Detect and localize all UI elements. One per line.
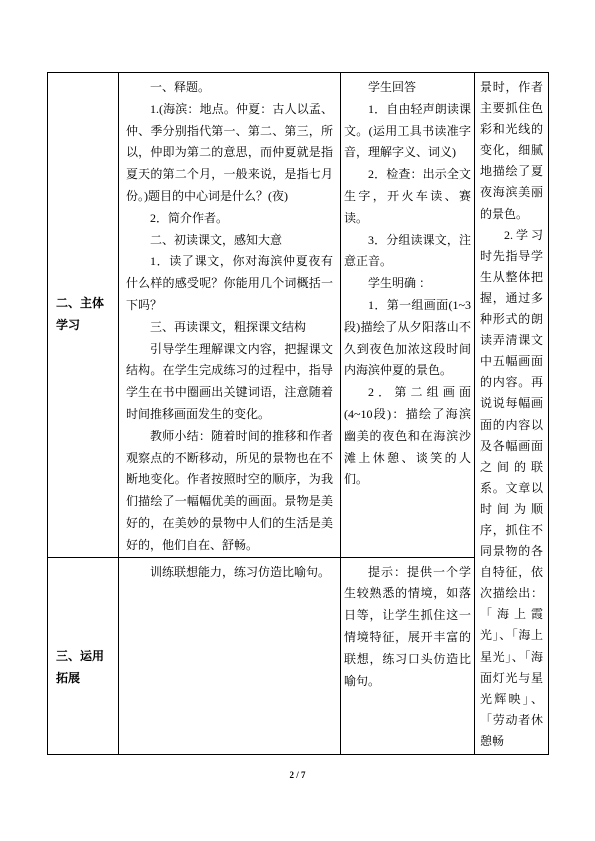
- design-intent-paragraph: 2.学习时先指导学生从整体把握，通过多种形式的朗读弄清课文中五幅画面的内容。再说说每幅画面的内容以及各幅画面之间的联系。文章以时间为顺序，抓住不同景物的各自特征，依次描绘出：「海上霞光」、「海上星光」、「海面灯光与星光辉映」、「劳动者休憩畅: [480, 227, 543, 748]
- teacher-activity-paragraph: 一、释题。: [150, 80, 211, 94]
- teacher-activity-paragraph: 1.(海滨：地点。仲夏：古人以孟、仲、季分别指代第一、第二、第三，所以，仲即为第二的意思，而仲夏就是指夏天的第二个月，一般来说，是指七月份。)题目的中心词是什么？(夜): [126, 101, 333, 203]
- student-activity-paragraph: 2．检查：出示全文生字，开火车读、赛读。: [344, 167, 471, 225]
- page-number: 2 / 7: [289, 769, 306, 780]
- table-row-main-learning: [48, 73, 549, 558]
- student-activity-paragraph: 3．分组读课文，注意正音。: [344, 232, 471, 269]
- teacher-activity-paragraph: 三、再读课文，粗探课文结构: [150, 319, 307, 334]
- student-activity-paragraph: 1．第一组画面(1~3段)描绘了从夕阳落山不久到夜色加浓这段时间内海滨仲夏的景色。: [344, 297, 471, 378]
- teacher-activity-paragraph: 2．简介作者。: [150, 210, 229, 225]
- table-row-application: [48, 557, 549, 754]
- section-label-main-learning: 二、主体学习: [56, 295, 105, 332]
- design-intent-cell: [475, 73, 549, 755]
- teacher-activity-paragraph: 训练联想能力，练习仿造比喻句。: [150, 564, 331, 579]
- teacher-activity-cell: [119, 73, 341, 558]
- section-label-application: 三、运用拓展: [56, 648, 105, 685]
- design-intent-paragraph: 景时，作者主要抓住色彩和光线的变化，细腻地描绘了夏夜海滨美丽的景色。: [480, 80, 543, 221]
- student-activity-paragraph: 2．第二组画面(4~10段)：描绘了海滨幽美的夜色和在海滨沙滩上休憩、谈笑的人们。: [344, 385, 471, 487]
- teacher-activity-cell: [119, 557, 341, 754]
- teacher-activity-paragraph: 教师小结：随着时间的推移和作者观察点的不断移动，所见的景物也在不断地变化。作者按照时空的顺序，为我们描绘了一幅幅优美的画面。景物是美好的，在美妙的景物中人们的生活是美好的，他们自在、舒畅。: [126, 428, 333, 552]
- teacher-activity-paragraph: 1．读了课文，你对海滨仲夏夜有什么样的感受呢？你能用几个词概括一下吗？: [126, 254, 333, 312]
- student-activity-paragraph: 学生明确 ：: [368, 276, 432, 291]
- page-content: [47, 72, 548, 781]
- lesson-plan-table: [47, 72, 549, 755]
- student-activity-paragraph: 1．自由轻声朗读课文。(运用工具书读准字音，理解字义、词义): [344, 101, 471, 160]
- section-label-cell: [48, 557, 119, 754]
- student-activity-cell: [341, 557, 475, 754]
- teacher-activity-paragraph: 引导学生理解课文内容，把握课文结构。在学生完成练习的过程中，指导学生在书中圈画出关键词语，注意随着时间推移画面发生的变化。: [126, 341, 333, 421]
- student-activity-paragraph: 学生回答: [368, 80, 417, 94]
- student-activity-paragraph: 提示：提供一个学生较熟悉的情境，如落日等，让学生抓住这一情境特征，展开丰富的联想，练习口头仿造比喻句。: [344, 564, 471, 688]
- teacher-activity-paragraph: 二、初读课文，感知大意: [150, 232, 283, 247]
- student-activity-cell: [341, 73, 475, 558]
- section-label-cell: [48, 73, 119, 558]
